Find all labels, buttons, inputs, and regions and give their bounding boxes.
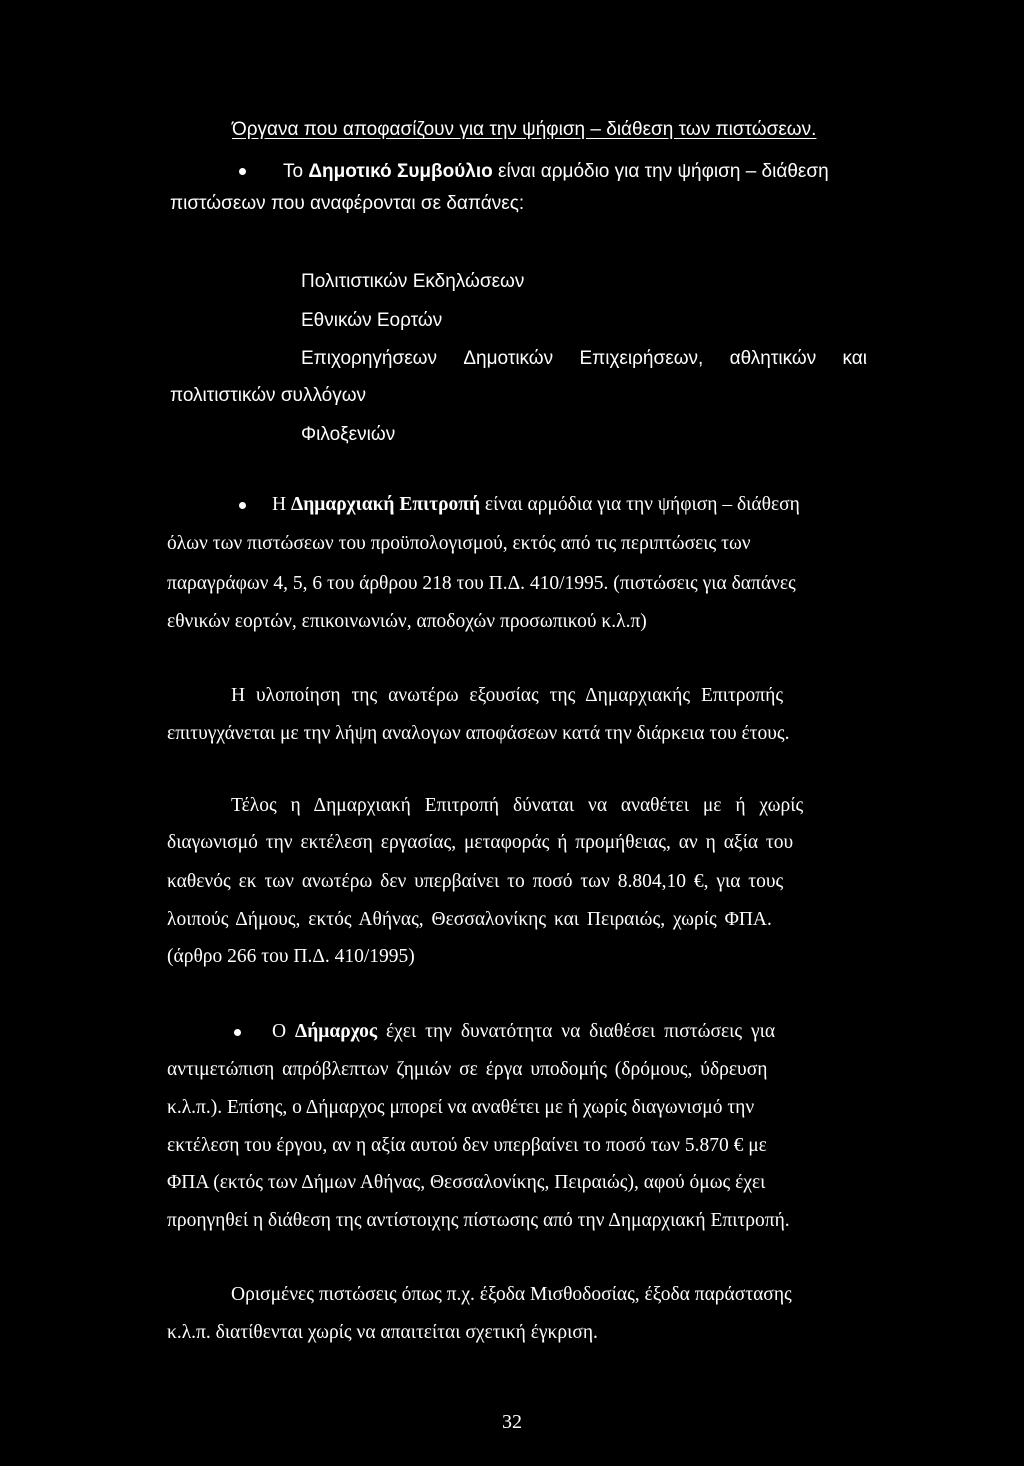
mayor-paragraph-line4: εκτέλεση του έργου, αν η αξία αυτού δεν υπερβαίνει το ποσό των 5.870 € με [167,1135,767,1156]
council-paragraph-line2: πιστώσεων που αναφέρονται σε δαπάνες: [170,193,525,214]
word: και [842,348,867,369]
mayor-paragraph-line2: αντιμετώπιση απρόβλεπτων ζημιών σε έργα υποδομής (δρόμους, ύδρευση [167,1059,768,1080]
expense-item-cultural-events: Πολιτιστικών Εκδηλώσεων [301,271,525,292]
mayor-bold-text: Δήμαρχος [294,1021,378,1042]
closing-line2: κ.λ.π. διατίθενται χωρίς να απαιτείται σχετική έγκριση. [167,1322,598,1343]
closing-line1: Ορισμένες πιστώσεις όπως π.χ. έξοδα Μισθοδοσίας, έξοδα παράστασης [231,1284,792,1305]
finally-line2: διαγωνισμό την εκτέλεση εργασίας, μεταφοράς ή προμήθειας, αν η αξία του [167,832,794,853]
finally-line4: λοιπούς Δήμους, εκτός Αθήνας, Θεσσαλονίκης και Πειραιώς, χωρίς ΦΠΑ. [167,909,772,930]
finally-line5: (άρθρο 266 του Π.Δ. 410/1995) [167,946,415,967]
mayor-paragraph-line3: κ.λ.π.). Επίσης, ο Δήμαρχος μπορεί να αναθέτει με ή χωρίς διαγωνισμό την [167,1097,755,1118]
committee-bold-text: Δημαρχιακή Επιτροπή [290,494,481,515]
implementation-line1: Η υλοποίηση της ανωτέρω εξουσίας της Δημαρχιακής Επιτροπής [231,685,784,706]
bullet-icon [239,168,246,175]
committee-paragraph-line4: εθνικών εορτών, επικοινωνιών, αποδοχών προσωπικού κ.λ.π) [167,611,647,632]
council-pre-text: Το [283,161,309,182]
bullet-icon [239,502,246,509]
council-post-text: είναι αρμόδιο για την ψήφιση – διάθεση [492,161,829,182]
mayor-paragraph-line5: ΦΠΑ (εκτός των Δήμων Αθήνας, Θεσσαλονίκης, Πειραιώς), αφού όμως έχει [167,1172,766,1193]
expense-item-grants [301,349,867,368]
mayor-paragraph-line6: προηγηθεί η διάθεση της αντίστοιχης πίστωσης από την Δημαρχιακή Επιτροπή. [167,1210,790,1231]
committee-paragraph-line1 [272,495,800,515]
word: Δημοτικών [463,348,554,369]
expense-item-hospitality: Φιλοξενιών [301,424,396,445]
implementation-line2: επιτυγχάνεται με την λήψη αναλογων αποφάσεων κατά την διάρκεια του έτους. [167,723,790,744]
finally-line3: καθενός εκ των ανωτέρω δεν υπερβαίνει το ποσό των 8.804,10 €, για τους [167,871,784,892]
expense-item-national-holidays: Εθνικών Εορτών [301,310,443,331]
page-number: 32 [502,1411,522,1433]
committee-paragraph-line3: παραγράφων 4, 5, 6 του άρθρου 218 του Π.Δ. 410/1995. (πιστώσεις για δαπάνες [167,573,796,594]
section-heading: Όργανα που αποφασίζουν για την ψήφιση – διάθεση των πιστώσεων. [232,119,817,140]
committee-post-text: είναι αρμόδια για την ψήφιση – διάθεση [480,494,800,515]
expense-item-grants-cont: πολιτιστικών συλλόγων [170,385,367,406]
committee-paragraph-line2: όλων των πιστώσεων του προϋπολογισμού, εκτός από τις περιπτώσεις των [167,533,751,554]
bullet-icon [234,1029,241,1036]
mayor-post-text: έχει την δυνατότητα να διαθέσει πιστώσεις για [377,1021,776,1042]
mayor-pre-text: Ο [272,1021,295,1042]
word: αθλητικών [729,348,817,369]
mayor-paragraph-line1 [272,1022,775,1042]
word: Επιχειρήσεων, [579,348,704,369]
finally-line1: Τέλος η Δημαρχιακή Επιτροπή δύναται να αναθέτει με ή χωρίς [231,795,804,816]
council-paragraph-line1 [283,162,829,181]
council-bold-text: Δημοτικό Συμβούλιο [308,161,493,182]
committee-pre-text: Η [272,494,291,515]
word: Επιχορηγήσεων [301,348,438,369]
